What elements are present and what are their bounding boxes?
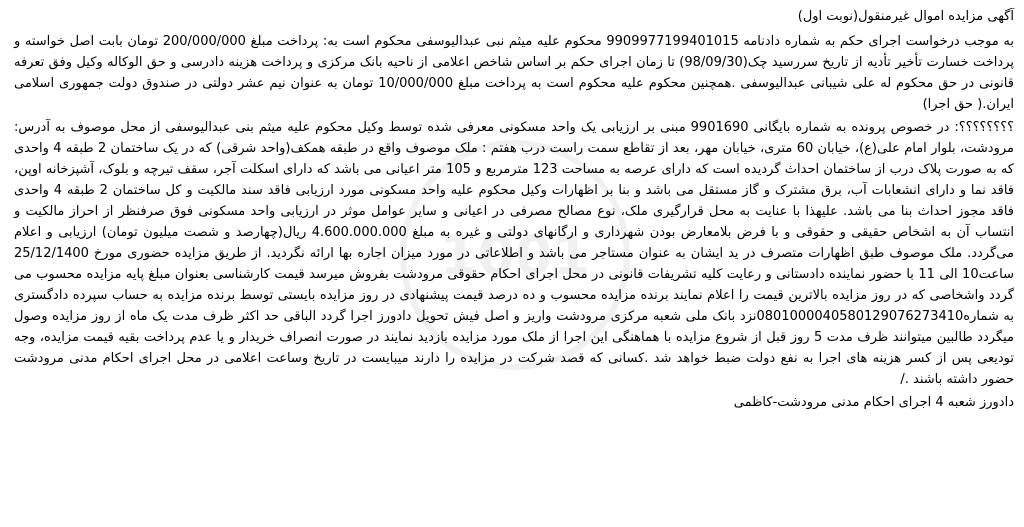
notice-paragraph-property: ؟؟؟؟؟؟؟؟: در خصوص پرونده به شماره بایگانی 9901690 مبنی بر ارزیابی یک واحد مسکونی معرفی شده توسط وکیل محکوم علیه میثم بنی عبدالیوسفی از محل موصوف به آدرس: مرودشت، بلوار امام علی(ع)، خیابان 60 متری، خیابان مهر، بعد از تقاطع سمت راست درب هفتم : ملک موصوف واقع در طبقه همکف(واحد شرقی) که در یک ساختمان 2 طبقه 4 واحدی که به صورت پلاک درب از ساختمان احداث گردیده است که دارای عرصه به مساحت 123 مترمربع و 105 متر اعیانی می باشد که دارای اسکلت آجر، سقف تیرچه و بلوک، آشپزخانه اوپن، فاقد نما و دارای انشعابات آب، برق مشترک و گاز مستقل می باشد و بنا بر اظهارات وکیل محکوم علیه واحد مسکونی مورد ارزیابی فاقد سند مالکیت و کل ساختمان 2 طبقه 4 واحدی فاقد مجوز احداث بنا می باشد. علیهذا با عنایت به محل قرارگیری ملک، نوع مصالح مصرفی در اعیانی و سایر عوامل موثر در ارزیابی واحد مسکونی فوق صرفنظر از احراز مالکیت و انتساب آن به اشخاص حقیقی و حقوقی و با فرض بلامعارض بودن شهرداری و ارگانهای دولتی و غیره به مبلغ 4.600.000.000 ریال(چهارصد و شصت میلیون تومان) ارزیابی و اعلام می‌گردد. ملک موصوف طبق اظهارات متصرف در ید ایشان به عنوان مستاجر می باشد و اطلاعاتی در مورد میزان اجاره بها ارائه نگردید. از طریق مزایده حضوری مورخ 25/12/1400 ساعت10 الی 11 با حضور نماینده دادستانی و رعایت کلیه تشریفات قانونی در محل اجرای احکام حقوقی مرودشت بفروش میرسد قیمت کارشناسی بعنوان مبلغ پایه مزایده محسوب می گردد واشخاصی که در روز مزایده بالاترین قیمت را اعلام نمایند برنده مزایده محسوب و ده درصد قیمت پیشنهادی در روز مزایده بایستی توسط برنده مزایده به حساب سپرده دادگستری به شماره0801000040580129076273410نزد بانک ملی شعبه مرکزی مرودشت واریز و اصل فیش تحویل دادورز اجرا گردد الباقی حد اکثر ظرف مدت یک ماه از روز مزایده وصول میگردد طالبین میتوانند ظرف مدت 5 روز قبل از شروع مزایده با هماهنگی این اجرا از ملک مورد مزایده بازدید نمایند در صورت انصراف خریدار و یا عدم پرداخت بقیه قیمت مزایده، وجه تودیعی پس از کسر هزینه های اجرا به نفع دولت ضبط خواهد شد .کسانی که قصد شرکت در مزایده را دارند میبایست در تاریخ وساعت اعلامی در محل اجرای احکام مدنی مرودشت حضور داشته باشند ./	[14, 120, 1015, 387]
notice-paragraph-judgment: به موجب درخواست اجرای حکم به شماره دادنامه 9909977199401015 محکوم علیه میثم نبی عبدالیوسفی محکوم است به: پرداخت مبلغ 200/000/000 تومان بابت اصل خواسته و پرداخت خسارت تأخیر تأدیه از تاریخ سررسید چک(98/09/30) تا زمان اجرای حکم بر اساس شاخص اعلامی از ناحیه بانک مرکزی و پرداخت هزینه دادرسی و حق الوکاله وکیل وفق تعرفه قانونی در حق محکوم له علی شیبانی عبدالیوسفی .همچنین محکوم علیه محکوم است به پرداخت مبلغ 10/000/000 تومان به عنوان نیم عشر دولتی در صندوق دولت جمهوری اسلامی ایران.( حق اجرا)	[14, 34, 1014, 112]
notice-signature: دادورز شعبه 4 اجرای احکام مدنی مرودشت-کاظمی	[733, 395, 1014, 410]
watermark-seal: 1001	[400, 140, 630, 370]
notice-title: آگهی مزایده اموال غیرمنقول(نوبت اول)	[797, 9, 1014, 24]
